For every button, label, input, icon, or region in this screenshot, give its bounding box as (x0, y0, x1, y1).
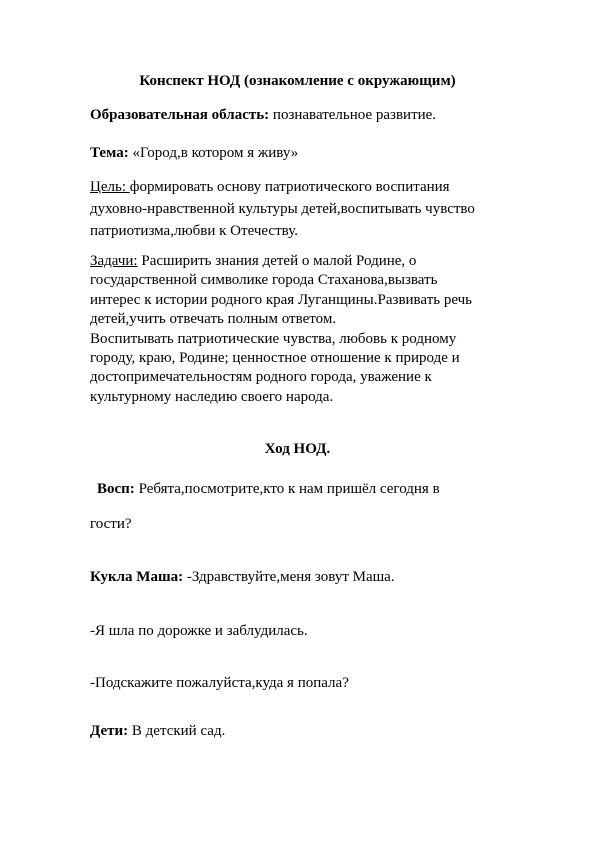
theme-text: «Город,в котором я живу» (128, 145, 299, 161)
educational-area (90, 107, 520, 124)
tasks-line: городу, краю, Родине; ценностное отношение к природе и (90, 350, 460, 367)
theme (90, 145, 520, 162)
children-text: В детский сад. (128, 723, 226, 739)
teacher-line (97, 481, 527, 498)
goal-line: духовно-нравственной культуры детей,воспитывать чувство (90, 201, 475, 217)
teacher-text: Ребята,посмотрите,кто к нам пришёл сегодня в (134, 481, 440, 497)
teacher-line-continued: гости? (90, 516, 132, 532)
doll-text: -Здравствуйте,меня зовут Маша. (183, 569, 395, 585)
goal-label: Цель: (90, 179, 130, 195)
goal-line: патриотизма,любви к Отечеству. (90, 223, 298, 239)
doll-ask-line: -Подскажите пожалуйста,куда я попала? (90, 675, 349, 691)
progress-heading: Ход НОД. (264, 441, 331, 457)
tasks-label: Задачи: (90, 253, 138, 269)
teacher-label: Восп: (97, 481, 135, 497)
tasks-line: государственной символике города Стаханова,вызвать (90, 272, 438, 289)
tasks-line: Воспитывать патриотические чувства, любовь к родному (90, 330, 457, 347)
goal-block (90, 176, 520, 242)
doll-label: Кукла Маша: (90, 569, 184, 585)
goal-line: формировать основу патриотического воспитания (129, 179, 450, 195)
tasks-line: культурному наследию своего народа. (90, 388, 334, 405)
tasks-line: интерес к истории родного края Луганщины.Развивать речь (90, 291, 473, 308)
children-label: Дети: (90, 723, 129, 739)
children-line (90, 723, 520, 740)
tasks-line: достопримечательностям родного города, уважение к (90, 369, 432, 386)
educational-area-label: Образовательная область: (90, 107, 270, 123)
doll-line (90, 569, 520, 586)
tasks-block (90, 252, 520, 407)
tasks-line: детей,учить отвечать полным ответом. (90, 311, 337, 328)
tasks-line: Расширить знания детей о малой Родине, о (137, 253, 417, 269)
theme-label: Тема: (90, 145, 129, 161)
document-title: Конспект НОД (ознакомление с окружающим) (139, 73, 456, 89)
educational-area-text: познавательное развитие. (269, 107, 437, 123)
doll-lost-line: -Я шла по дорожке и заблудилась. (90, 623, 308, 639)
